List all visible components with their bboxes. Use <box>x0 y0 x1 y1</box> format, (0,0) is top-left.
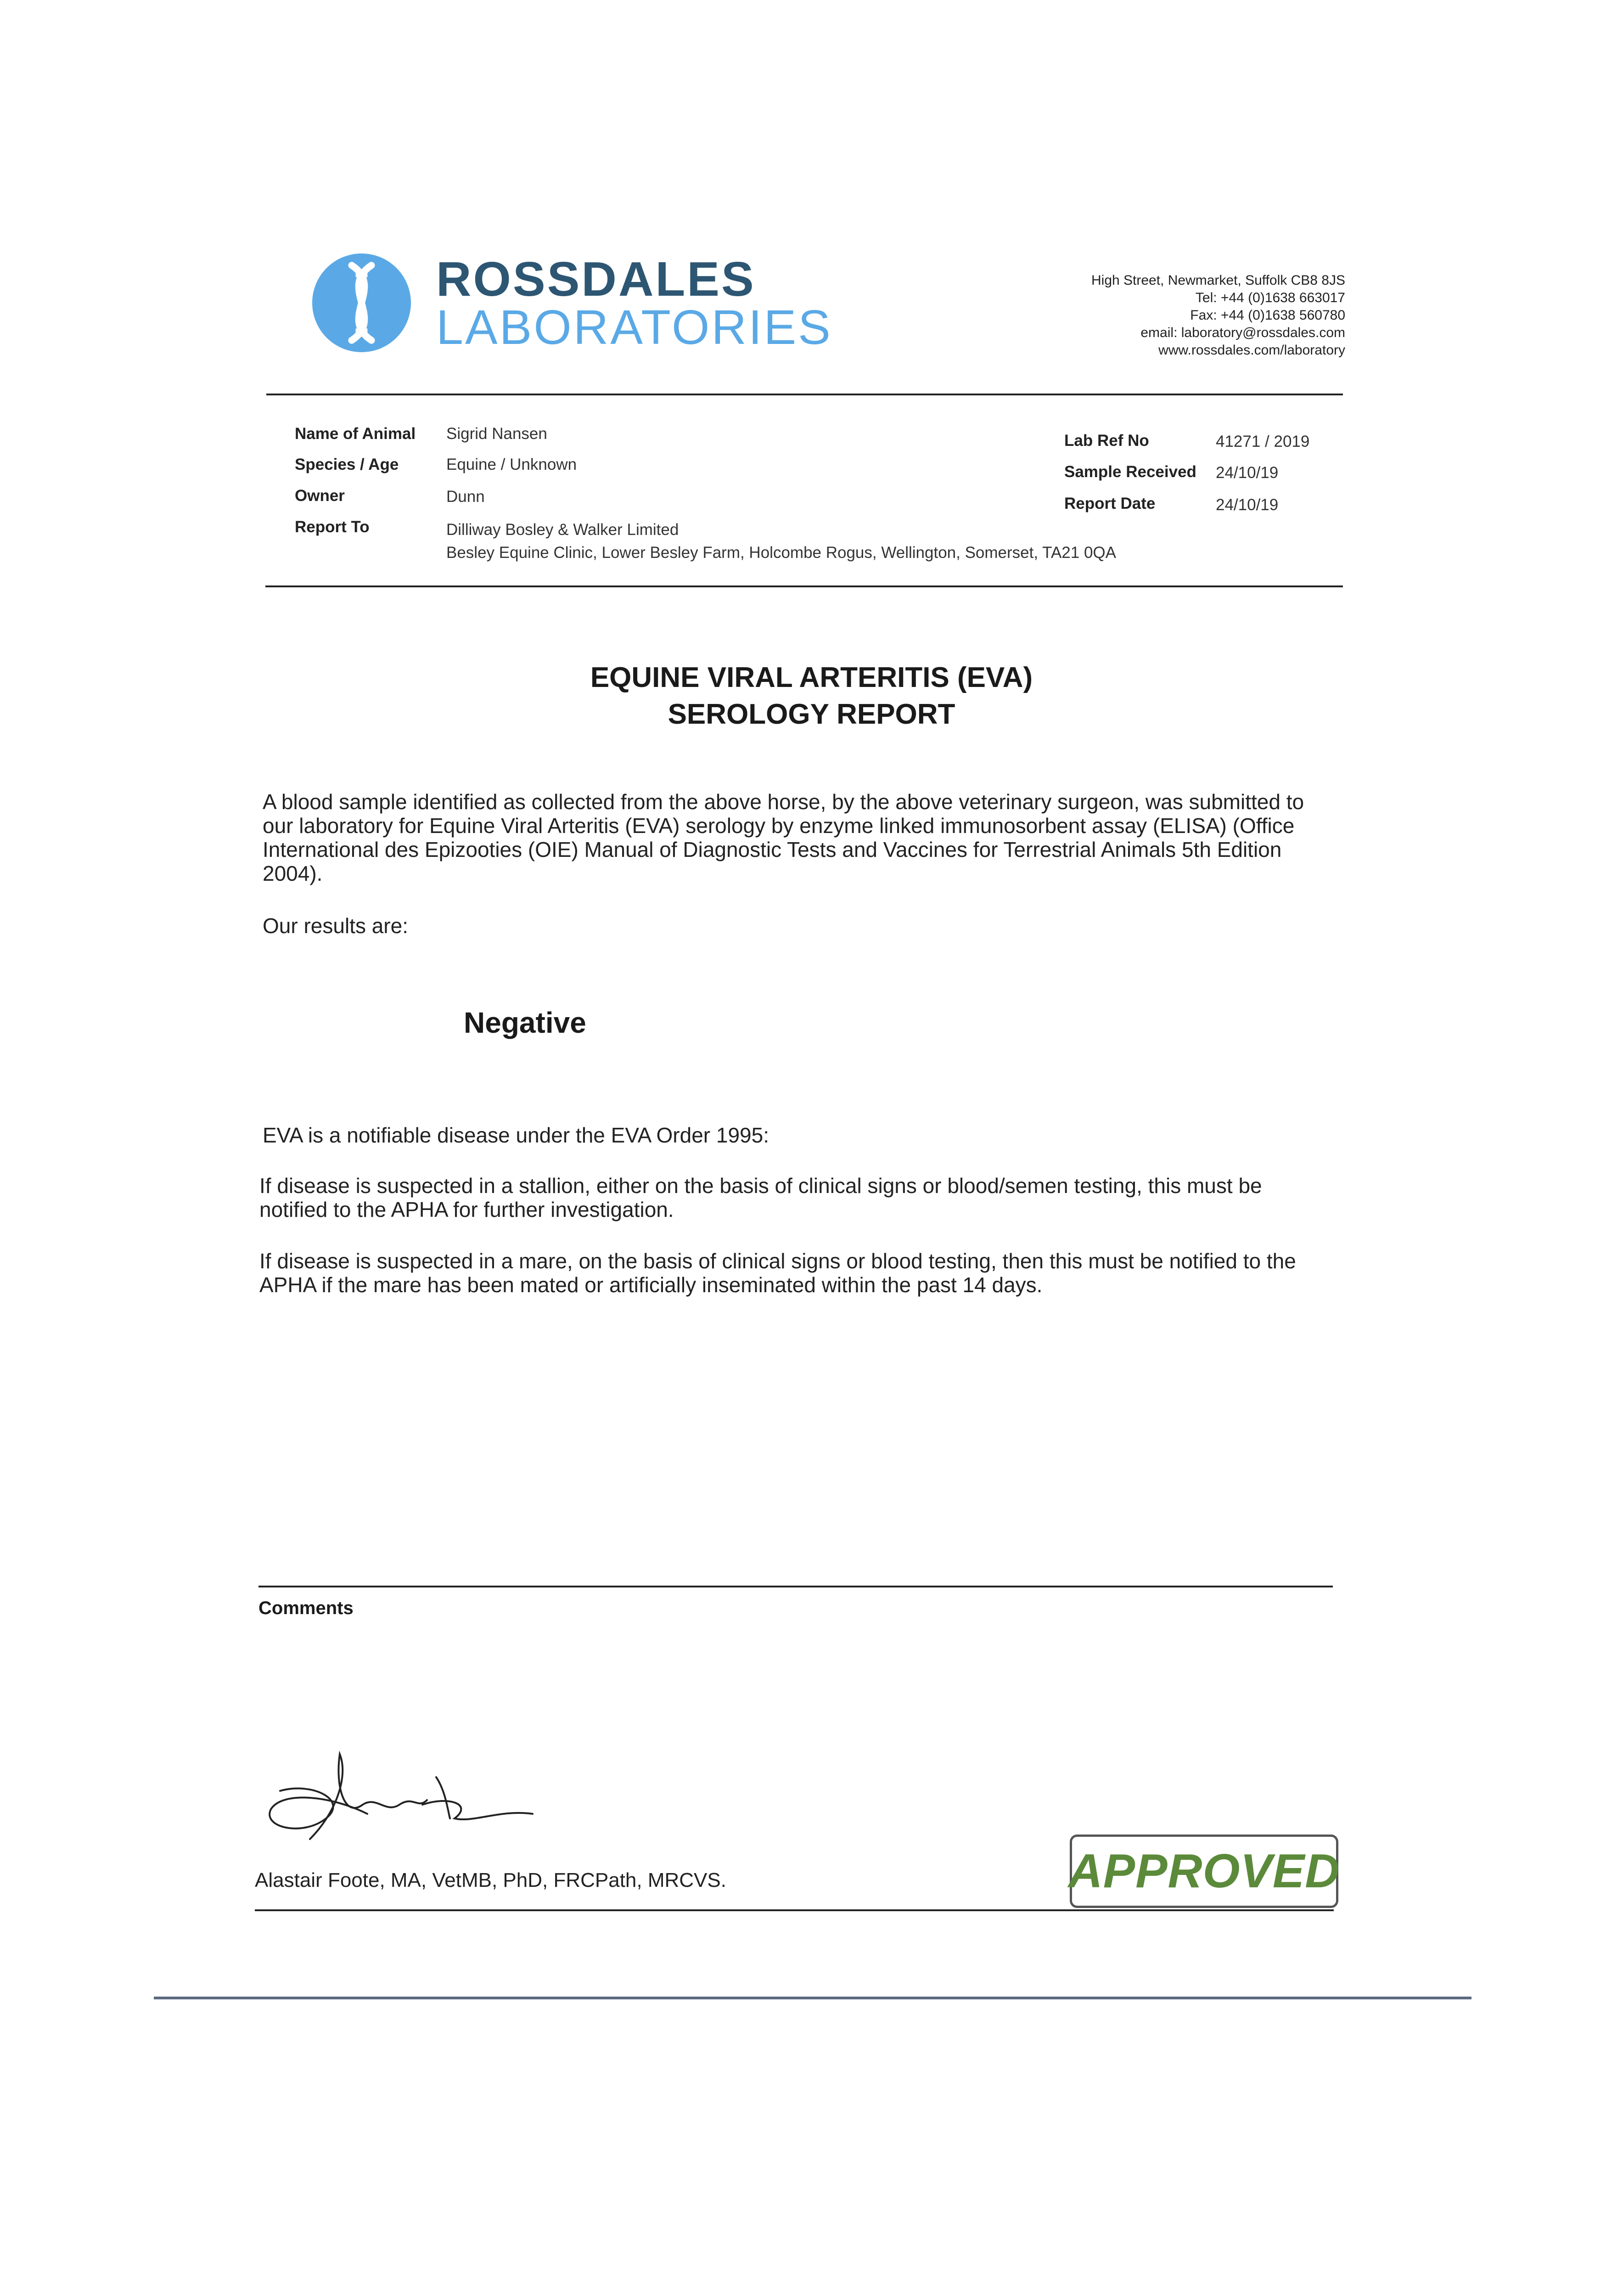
info-divider <box>265 585 1343 587</box>
sample-received-label: Sample Received <box>1064 463 1196 481</box>
header-divider <box>266 394 1343 395</box>
report-title-line2: SEROLOGY REPORT <box>668 698 955 730</box>
lab-ref-label: Lab Ref No <box>1064 432 1149 450</box>
owner-value: Dunn <box>446 488 485 506</box>
sample-received-value: 24/10/19 <box>1216 464 1279 482</box>
report-date-label: Report Date <box>1064 495 1156 512</box>
lab-address <box>1091 272 1345 359</box>
signature <box>257 1750 542 1855</box>
test-result: Negative <box>464 1006 586 1039</box>
name-of-animal-value: Sigrid Nansen <box>446 425 547 443</box>
signature-divider <box>255 1909 1334 1911</box>
report-to-label: Report To <box>295 518 370 536</box>
page-bottom-edge <box>154 1997 1471 1999</box>
notifiable-statement: EVA is a notifiable disease under the EVA Order 1995: <box>263 1123 769 1147</box>
owner-label: Owner <box>295 487 345 505</box>
approved-stamp-text: APPROVED <box>1068 1844 1340 1898</box>
address-website: www.rossdales.com/laboratory <box>1158 343 1345 358</box>
signatory-name: Alastair Foote, MA, VetMB, PhD, FRCPath, MRCVS. <box>255 1869 726 1891</box>
species-age-label: Species / Age <box>295 456 399 473</box>
species-age-value: Equine / Unknown <box>446 456 577 473</box>
intro-paragraph: A blood sample identified as collected from the above horse, by the above veterinary surgeon, was submitted to our laboratory for Equine Viral Arteritis (EVA) serology by enzyme linked immunosorbent assay (ELISA) (Office International des Epizooties (OIE) Manual of Diagnostic Tests and Vaccines for Terrestrial Animals 5th Edition 2004). <box>263 790 1304 885</box>
comments-label: Comments <box>258 1598 354 1618</box>
logo-dna-icon <box>312 253 411 352</box>
report-to-line2: Besley Equine Clinic, Lower Besley Farm, Holcombe Rogus, Wellington, Somerset, TA21 0QA <box>446 544 1116 562</box>
brand-name-line2: LABORATORIES <box>436 300 832 355</box>
name-of-animal-label: Name of Animal <box>295 425 416 443</box>
mare-note: If disease is suspected in a mare, on the basis of clinical signs or blood testing, then this must be notified to the APHA if the mare has been mated or artificially inseminated within the past 14 days. <box>259 1249 1296 1297</box>
report-to-line1: Dilliway Bosley & Walker Limited <box>446 521 679 539</box>
approved-stamp <box>1070 1835 1338 1908</box>
address-tel: Tel: +44 (0)1638 663017 <box>1195 290 1345 305</box>
address-email: email: laboratory@rossdales.com <box>1140 325 1345 340</box>
lab-ref-value: 41271 / 2019 <box>1216 433 1310 450</box>
address-fax: Fax: +44 (0)1638 560780 <box>1190 308 1345 323</box>
stallion-note: If disease is suspected in a stallion, either on the basis of clinical signs or blood/semen testing, this must be notified to the APHA for further investigation. <box>259 1174 1262 1221</box>
address-street: High Street, Newmarket, Suffolk CB8 8JS <box>1091 273 1345 288</box>
comments-divider <box>258 1586 1333 1587</box>
brand-name-line1: ROSSDALES <box>436 252 756 306</box>
report-title-line1: EQUINE VIRAL ARTERITIS (EVA) <box>590 662 1033 693</box>
report-date-value: 24/10/19 <box>1216 496 1279 514</box>
results-intro: Our results are: <box>263 914 408 938</box>
